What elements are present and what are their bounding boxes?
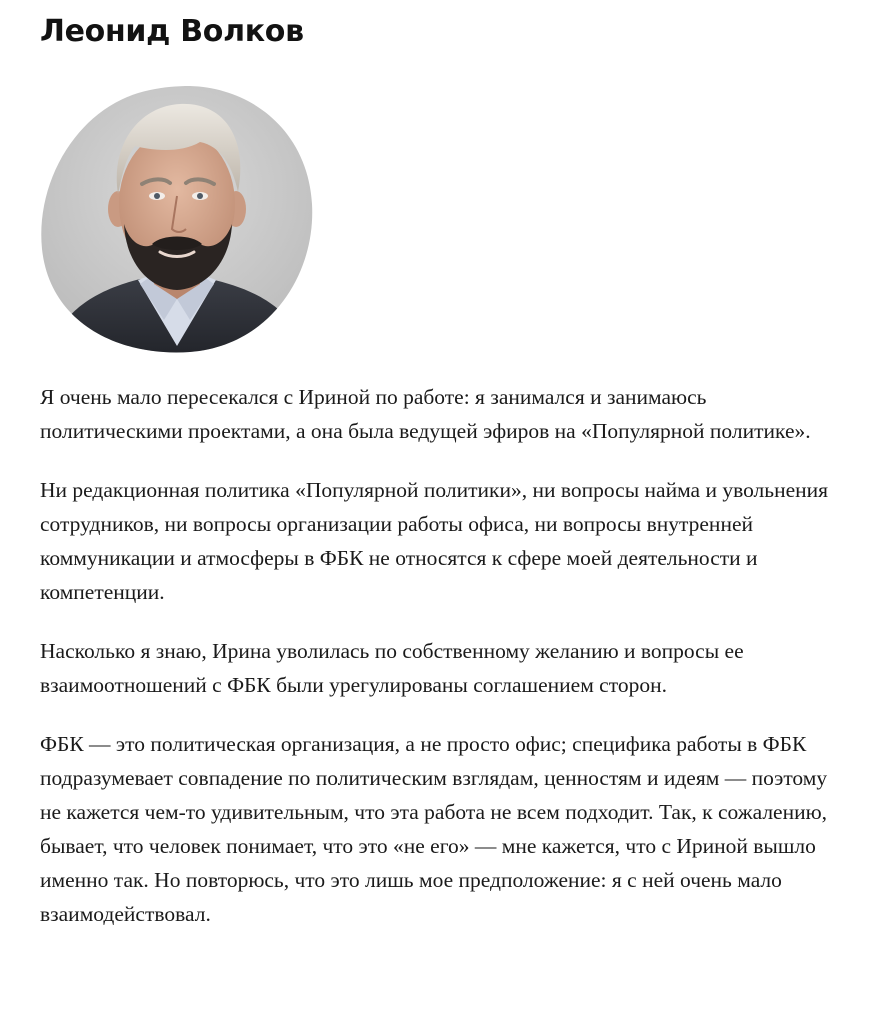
paragraph: ФБК — это политическая организация, а не просто офис; специфика работы в ФБК подразумевает совпадение по политическим взглядам, ценностям и идеям — поэтому не кажется чем-то удивительным, что эта работа не всем подходит. Так, к сожалению, бывает, что человек понимает, что это «не его» — мне кажется, что с Ириной вышло именно так. Но повторюсь, что это лишь мое предположение: я с ней очень мало взаимодействовал. [40, 732, 828, 926]
paragraph: Ни редакционная политика «Популярной политики», ни вопросы найма и увольнения сотрудников, ни вопросы организации работы офиса, ни вопросы внутренней коммуникации и атмосферы в ФБК не относятся к сфере моей деятельности и компетенции. [40, 478, 829, 604]
author-portrait [40, 84, 314, 354]
paragraph: Я очень мало пересекался с Ириной по работе: я занимался и занимаюсь политическими проектами, а она была ведущей эфиров на «Популярной политике». [40, 385, 811, 443]
article-body [40, 380, 852, 931]
author-name: Леонид Волков [40, 14, 304, 49]
paragraph: Насколько я знаю, Ирина уволилась по собственному желанию и вопросы ее взаимоотношений с ФБК были урегулированы соглашением сторон. [40, 639, 744, 697]
